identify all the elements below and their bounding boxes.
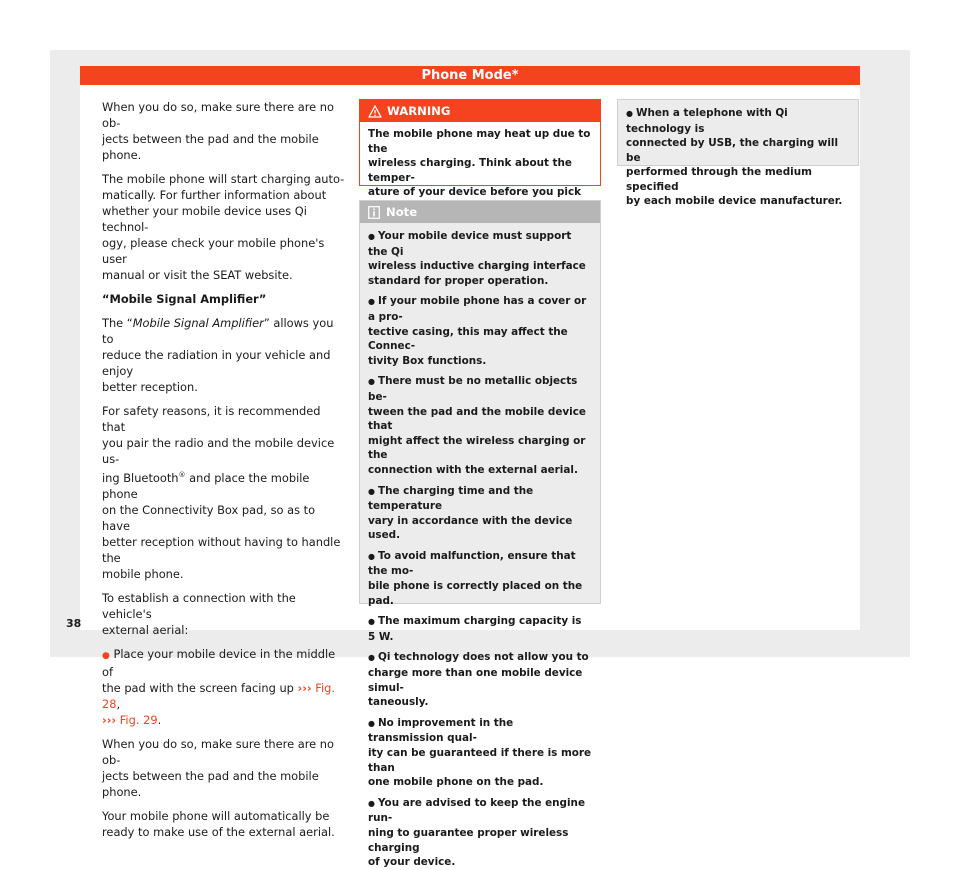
bullet-icon: ● — [368, 232, 375, 241]
paragraph-place-device: ● Place your mobile device in the middle of the pad with the screen facing up ››› Fig. 28, ››› Fig. 29. — [102, 646, 336, 727]
usb-note-box — [617, 99, 859, 207]
paragraph-ready: Your mobile phone will automatically be ready to make use of the external aerial. — [102, 808, 335, 839]
warning-text: The mobile phone may heat up due to the wireless charging. Think about the temper- ature of your device before you pick — [368, 128, 591, 198]
info-icon — [368, 206, 380, 219]
note-item: ● The charging time and the temperature vary in accordance with the device used. — [368, 484, 573, 542]
note-item: ● Qi technology does not allow you to charge more than one mobile device simul- taneously. — [368, 651, 589, 709]
paragraph-auto-charging: The mobile phone will start charging auto- matically. For further information about whether your mobile device uses Qi technol- ogy, please check your mobile phone's user manual or visit the SEAT website. — [102, 172, 345, 282]
paragraph-no-objects: When you do so, make sure there are no ob- jects between the pad and the mobile phone. — [102, 100, 334, 162]
section-heading: “Mobile Signal Amplifier” — [102, 292, 267, 306]
note-item: ● No improvement in the transmission qual- ity can be guaranteed if there is more than one mobile phone on the pad. — [368, 716, 592, 789]
fig-29-link[interactable]: ››› Fig. 29 — [102, 712, 158, 727]
bullet-icon: ● — [368, 653, 375, 663]
usb-note-item: ● When a telephone with Qi technology is connected by USB, the charging will be performed through the medium specified by each mobile device manufacturer. — [626, 107, 843, 207]
note-list — [360, 223, 600, 870]
bullet-icon: ● — [368, 718, 375, 728]
bullet-icon: ● — [626, 109, 633, 118]
note-item: ● If your mobile phone has a cover or a pro- tective casing, this may affect the Connec- tivity Box functions. — [368, 295, 587, 367]
note-item: ● You are advised to keep the engine run- ning to guarantee proper wireless charging of your device. — [368, 796, 585, 869]
bullet-icon: ● — [368, 486, 375, 496]
page-number: 38 — [66, 617, 82, 630]
warning-box — [359, 99, 601, 198]
paragraph-no-objects-2: When you do so, make sure there are no ob- jects between the pad and the mobile phone. — [102, 736, 334, 799]
paragraph-connection: To establish a connection with the vehicle's external aerial: — [102, 590, 296, 637]
bullet-icon: ● — [368, 617, 375, 627]
warning-triangle-icon — [368, 105, 382, 118]
note-title: Note — [386, 205, 418, 219]
bullet-icon: ● — [368, 297, 375, 307]
note-item: ● Your mobile device must support the Qi wireless inductive charging interface standard for proper operation. — [368, 230, 586, 287]
bullet-icon: ● — [368, 798, 375, 808]
left-column — [102, 99, 346, 848]
note-item: ● The maximum charging capacity is 5 W. — [368, 615, 582, 643]
note-item: ● To avoid malfunction, ensure that the mo- bile phone is correctly placed on the pad. — [368, 549, 583, 607]
bullet-icon: ● — [102, 650, 110, 661]
paragraph-safety: For safety reasons, it is recommended that you pair the radio and the mobile device us- ing Bluetooth® and place the mobile phone on the Connectivity Box pad, so as to have better reception without having to handle the mobile phone. — [102, 404, 341, 581]
page-title: Phone Mode* — [80, 66, 860, 85]
note-item: ● There must be no metallic objects be- tween the pad and the mobile device that might affect the wireless charging or the connection with the external aerial. — [368, 375, 586, 476]
note-header — [360, 201, 600, 223]
warning-title: WARNING — [387, 104, 451, 118]
bullet-icon: ● — [368, 551, 375, 561]
fig-28-link[interactable]: ››› Fig. 28 — [102, 680, 335, 711]
note-box — [359, 200, 601, 869]
warning-header — [360, 100, 600, 122]
bullet-icon: ● — [368, 377, 375, 387]
paragraph-amplifier: The “Mobile Signal Amplifier” allows you to reduce the radiation in your vehicle and enjoy better reception. — [102, 316, 334, 394]
